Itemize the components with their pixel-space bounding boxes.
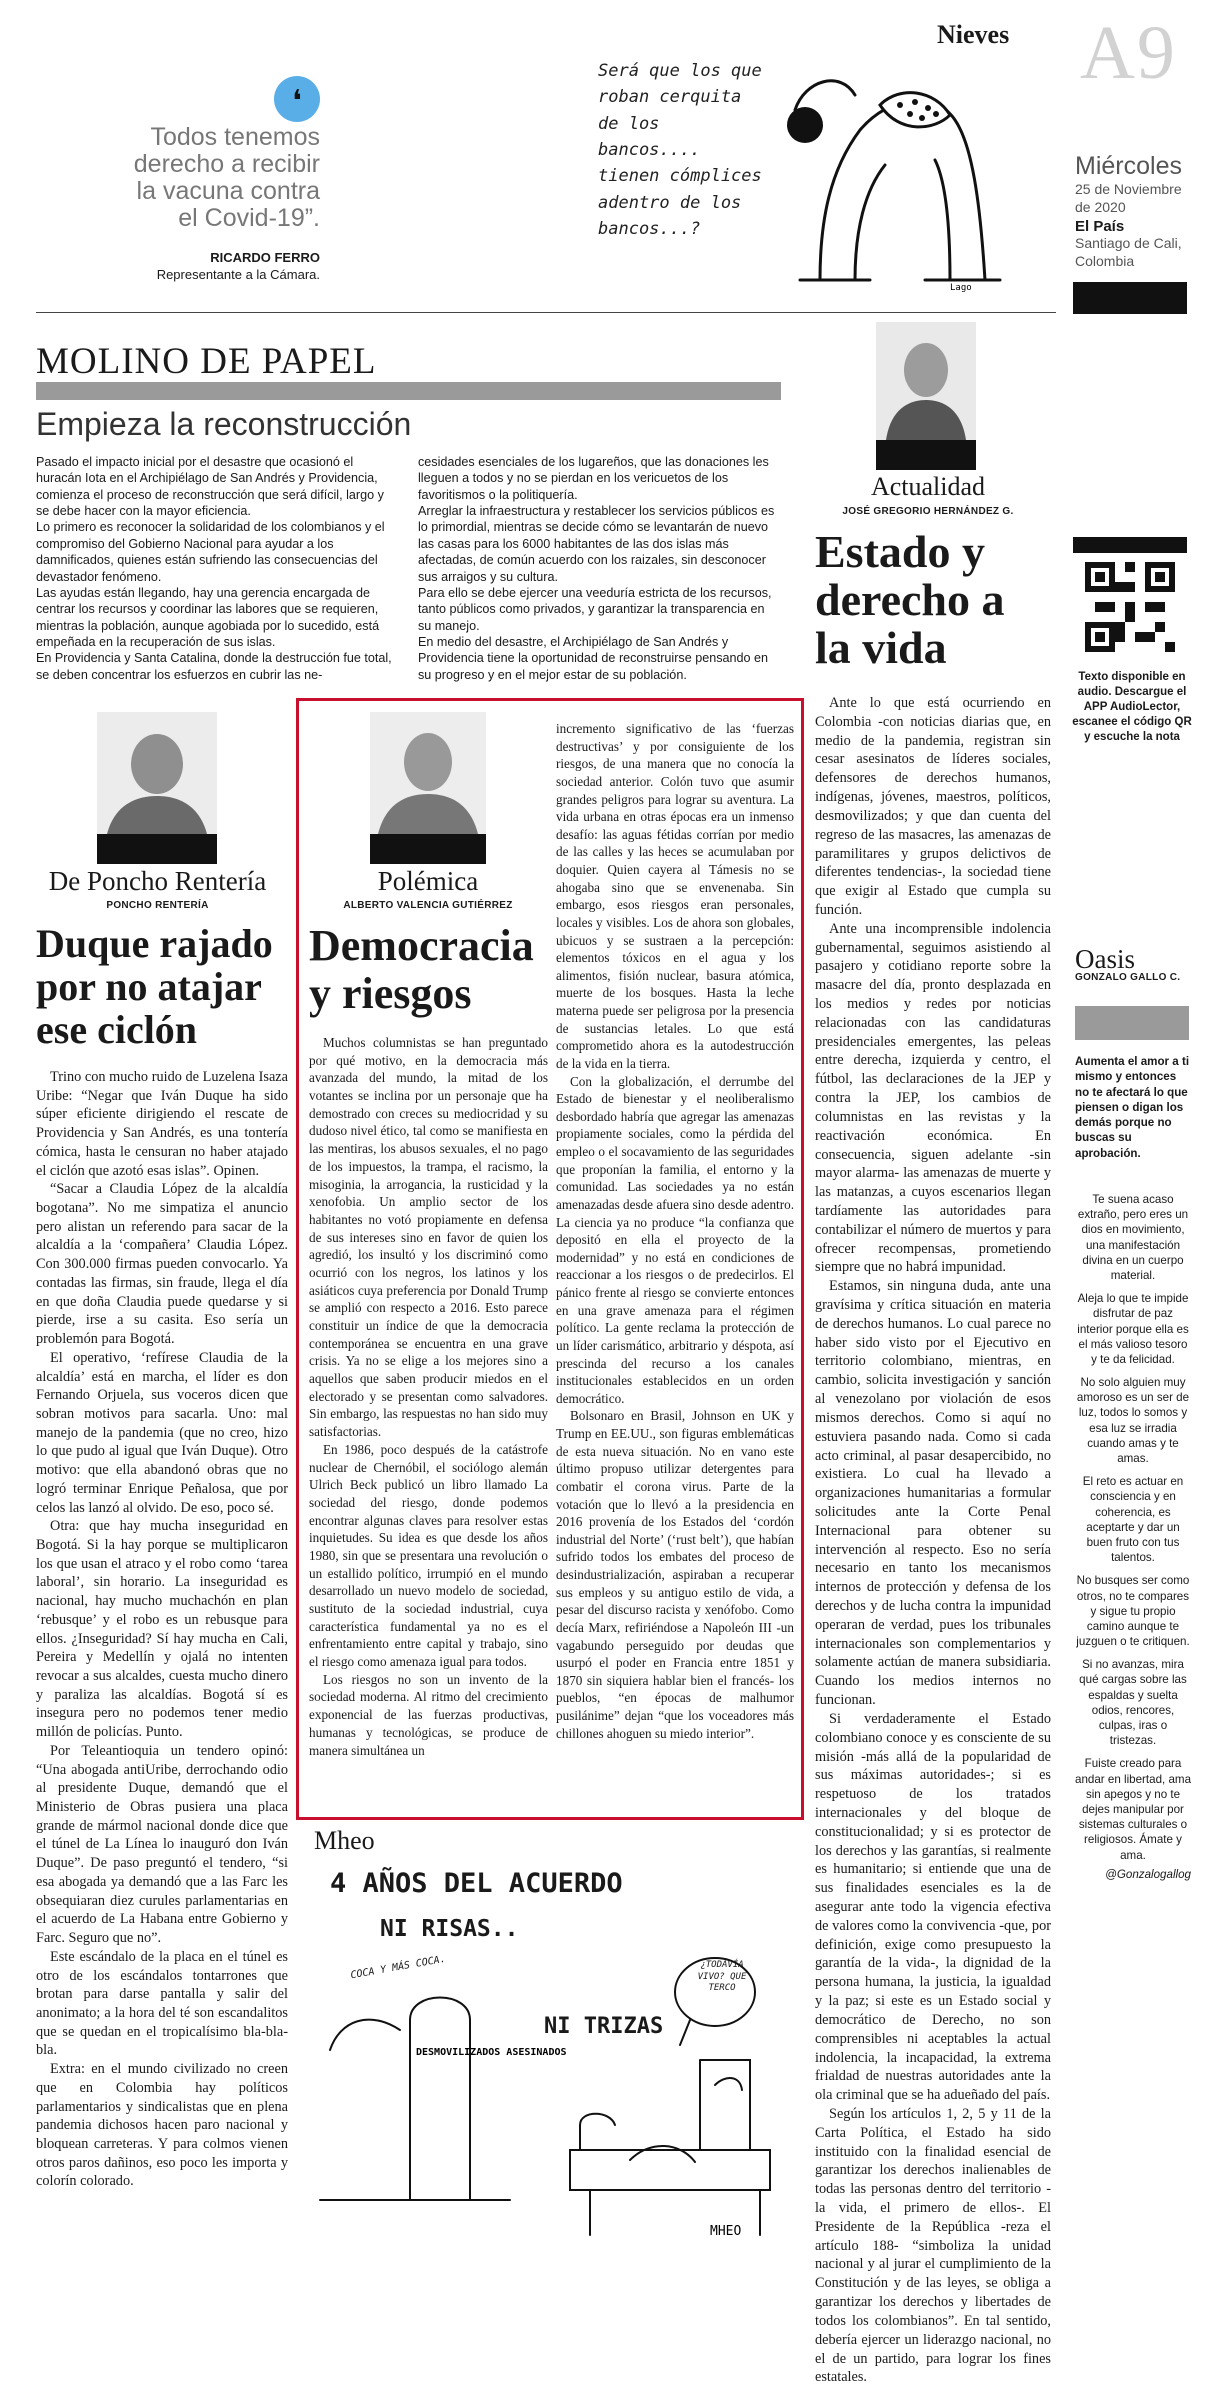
mheo-grave-text (416, 2047, 567, 2058)
poncho-paragraph: Este escándalo de la placa en el túnel es otro de los escándalos tontarrones que brotan para darse pantalla y salir del anonimato; a la hora del té son escandalitos que se quedan en el tropicalísimo bla-bla-bla. (36, 1948, 288, 2059)
header-rule (36, 312, 1056, 313)
date: 25 de Noviembre de 2020 (1075, 181, 1182, 215)
quote-mark-icon: ❛ (292, 85, 302, 118)
oasis-paragraph: El reto es actuar en consciencia y en coherencia, es aceptarte y dar un buen fruto con tus talentos. (1082, 1475, 1184, 1565)
poncho-paragraph: Trino con mucho ruido de Luzelena Isaza Uribe: “Negar que Iván Duque ha sido súper eficiente dirigiendo el rescate de Providencia y San Andrés, es una tontería cómica, hasta le censuran no haber atajado el ciclón que azotó esas islas”. Opinen. (36, 1069, 288, 1179)
molino-title: MOLINO DE PAPEL (36, 341, 377, 382)
poncho-paragraph: Extra: en el mundo civilizado no creen que en Colombia hay políticos parlamentarios y sindicalistas que en plena pandemia dichosos hacen paro nacional y bloquean carreteras. Y para colmos vienen otros paros dañinos, eso poco les importa y colorín colorado. (36, 2061, 288, 2190)
polemica-paragraph: En 1986, poco después de la catástrofe nuclear de Chernóbil, el sociólogo alemán Ulrich Beck publicó un libro llamado La sociedad del riesgo, donde podemos encontrar algunas claves para resolver estas inquietudes. Su idea es que desde los años 1980, sin que se presentara una revolución o un estallido político, irrumpió en el mundo desarrollado un nuevo modelo de sociedad, sustituto de la sociedad industrial, cuya característica fundamental ya no es el enfrentamiento entre capital y trabajo, sino el riesgo como amenaza igual para todos. (309, 1441, 548, 1670)
molino-paragraph: Arreglar la infraestructura y restablecer los servicios públicos es lo primordial, mientras se decide cómo se levantarán de nuevo las casas para los 6000 habitantes de las dos islas más afectadas, de común acuerdo con los raizales, sin desconocer sus arraigos y su cultura. (418, 504, 775, 584)
quote-author: RICARDO FERRO (210, 250, 320, 265)
actualidad-paragraph: Si verdaderamente el Estado colombiano conoce y es consciente de su misión -más allá de la popularidad de sus máximas autoridades-; si es respetuoso de los tratados internacionales y del bloque de constitucionalidad; y si es protector de los derechos y las garantías, si realmente es humanitario; si entiende que una de sus finalidades esenciales es la de asegurar ante todo la vigencia efectiva de valores como la convivencia -que, por definición, exige como presupuesto la garantía de la vida-, la dignidad de la persona humana, la justicia, la igualdad y la paz; si este es un Estado social y democrático de Derecho, no son comprensibles ni aceptables la actual indolencia, la incapacidad, la extrema frialdad de nuestras autoridades ante la ola criminal que se ha adueñado del país. (815, 1710, 1051, 2104)
page-number: A9 (1080, 11, 1177, 95)
oasis-lead: Aumenta el amor a ti mismo y entonces no te afectará lo que piensen o digan los demás porque no buscas su aprobación. (1075, 1055, 1190, 1160)
author-photo-renteria (97, 712, 217, 864)
audio-note: Texto disponible en audio. Descargue el APP AudioLector, escanee el código QR y escuche la nota (1072, 671, 1192, 743)
grave-inscription: DESMOVILIZADOS ASESINADOS (416, 2047, 567, 2058)
polemica-paragraph: Con la globalización, el derrumbe del Estado de bienestar y el neoliberalismo desbordado habría que agregar las amenazas propiamente sociales, como la pérdida del empleo o el socavamiento de las seguridades que proponían la familia, el entorno y la comunidad. Las sociedades ya no están amenazadas desde afuera sino desde adentro. La ciencia ya no produce “la confianza que depositó en ella el proyecto de la modernidad” y no está en condiciones de reaccionar a los riesgos o de predecirlos. El pánico frente al riesgo se convierte entonces en una grave amenaza para el régimen político. La gente reclama la protección de un líder carismático, arbitrario y déspota, así prescinda del recurso a los canales institucionales establecidos en un orden democrático. (556, 1073, 794, 1406)
mheo-coca-text: COCA Y MÁS COCA. (349, 1953, 447, 1982)
polemica-paragraph: Bolsonaro en Brasil, Johnson en UK y Trump en EE.UU., son figuras emblemáticas de esta nueva situación. No en vano este último propuso utilizar detergentes para combatir el corona virus. Parte de la votación que lo llevó a la presidencia en 2016 provenía de los Estados del ‘cordón industrial del Norte’ (‘rust belt’), que habían sufrido todos los embates del proceso de desindustrialización, aspiraban a recuperar sus empleos y su antiguo estilo de vida, a pesar del discurso racista y xenófobo. Como decía Marx, refiriéndose a Napoleón III -un vagabundo perseguido por deudas que usurpó el poder en Francia entre 1851 y 1870 sin siquiera hablar bien el francés- los pueblos, “en épocas de malhumor pusilánime” dejan “que los voceadores más chillones ahoguen su miedo interior”. (556, 1408, 794, 1741)
polemica-section: Polémica (377, 866, 479, 896)
actualidad-author: JOSÉ GREGORIO HERNÁNDEZ G. (842, 506, 1014, 517)
polemica-paragraph: Muchos columnistas se han preguntado por qué motivo, en la democracia más avanzada del mundo, la mitad de los votantes se inclina por un personaje que ha demostrado con creces su mediocridad y su dudoso nivel ético, tal como se manifiesta en las mentiras, los abusos sexuales, el no pago de los impuestos, la trampa, el racismo, la misoginia, la arrogancia, la rusticidad y la xenofobia. Un amplio sector de los habitantes no votó propiamente en defensa de sus intereses sino en favor de quien los agredió, los insultó y los discriminó como ocurrió con los negros, los latinos y los asiáticos cuya preferencia por Donald Trump se amplió con respecto a 2016. Esto parece constituir un índice de que la democracia contemporánea se encuentra en una grave crisis. Ya no se elige a los mejores sino a aquellos que saben producir miedos en el electorado y se presentan como salvadores. Sin embargo, las respuestas no han sido muy satisfactorias. (309, 1035, 548, 1440)
poncho-paragraph: El operativo, ‘refírese Claudia de la alcaldía’ está en marcha, el líder es don Fernando Orjuela, sus voceros dicen que sobran motivos para sacarla. Uno: mal manejo de la pandemia (que no creo, hizo lo que pudo al igual que Iván Duque). Otro motivo: que ella abandonó obras que no logró terminar Enrique Peñalosa, que por celos las lanzó al olvido. De eso, poco sé. (36, 1349, 288, 1516)
mheo-trizas: NI TRIZAS (544, 2014, 664, 2039)
molino-paragraph: Lo primero es reconocer la solidaridad de los colombianos y el compromiso del Gobierno Nacional para ayudar a los damnificados, quienes están sufriendo las consecuencias del devastador fenómeno. (36, 520, 385, 584)
mheo-bubble-text: ¿TODAVÍA VIVO? QUE TERCO (697, 1960, 747, 1994)
weekday: Miércoles (1075, 152, 1182, 180)
polemica-col-2 (556, 720, 794, 1742)
poncho-paragraph: Otra: que hay mucha inseguridad en Bogotá. Si la hay porque se multiplicaron los que usan el atraco y el robo como ‘tarea laboral’, sin horario. La inseguridad es nacional, hay mucho muchachón en plan ‘rebusque’ y el robo es un rebusque para ellos. ¿Inseguridad? Sí hay mucha en Cali, Pereira y Medellín y ojalá no intenten revocar a sus alcaldes, cuesta mucho dinero y paraliza las alcaldías. Bogotá sí es insegura pero no podemos tener medio millón de policías. Punto. (36, 1518, 288, 1741)
poncho-headline: Duque rajado por no atajar ese ciclón (36, 921, 273, 1053)
qr-code-icon[interactable] (1085, 562, 1175, 652)
oasis-paragraph: Fuiste creado para andar en libertad, ama sin apegos y no te dejes manipular por sistemas culturales o religiosos. Ámate y ama. (1075, 1757, 1192, 1862)
actualidad-column (815, 694, 1051, 2387)
author-photo-hernandez (876, 322, 976, 470)
top-cartoon-drawing (760, 50, 1020, 300)
oasis-handle[interactable]: @Gonzalogallog (1105, 1867, 1191, 1881)
cartoon-caption: Será que los que roban cerquita de los bancos.... tienen cómplices adentro de los bancos...? (598, 61, 762, 240)
molino-paragraph: Para ello se debe ejercer una veeduría estricta de los recursos, tanto públicos como privados, y garantizar la transparencia en su manejo. (418, 585, 772, 633)
city: Santiago de Cali, Colombia (1075, 235, 1182, 269)
mheo-signature: MHEO (710, 2224, 742, 2239)
oasis-body (1075, 1192, 1191, 1882)
polemica-author: ALBERTO VALENCIA GUTIÉRREZ (343, 900, 513, 911)
poncho-section: De Poncho Rentería (48, 866, 267, 896)
molino-col-2 (418, 454, 780, 683)
section-name: Nieves (937, 20, 1010, 49)
actualidad-section: Actualidad (870, 472, 986, 501)
polemica-paragraph: Los riesgos no son un invento de la sociedad moderna. Al ritmo del crecimiento exponencial de las fuerzas productivas, humanas y tecnológicas, se produce de manera simultánea un (309, 1671, 548, 1758)
actualidad-paragraph: Estamos, sin ninguna duda, ante una gravísima y crítica situación en materia de derechos humanos. Lo cual parece no haber sido visto por el Ejecutivo en territorio colombiano, mientras, en cambio, solicita investigación y sanción al venezolano por violación de esos mismos derechos. Como si aquí no estuviera pasando nada. Como si cada acto criminal, al pasar desapercibido, no existiera. Lo cual ha llevado a organizaciones humanitarias a formular solicitudes ante la Corte Penal Internacional para obtener su intervención al respecto. Eso no sería necesario en tanto los mecanismos internos de protección y defensa de los derechos y de lucha contra la impunidad operaran de verdad, pues los tribunales internacionales son complementarios y solamente actúan de manera subsidiaria. Cuando los medios internos no funcionan. (815, 1278, 1051, 1709)
polemica-headline: Democracia y riesgos (309, 921, 534, 1018)
molino-paragraph: En medio del desastre, el Archipiélago de San Andrés y Providencia tiene la oportunidad de reconstruirse pensando en su progreso y en el mejor estar de su población. (418, 634, 769, 682)
header-black-bar (1073, 282, 1187, 314)
actualidad-paragraph: Ante una incomprensible indolencia gubernamental, seguimos asistiendo al pasajero y cotidiano reporte sobre la masacre del día, pronto desplazada en los medios y redes por noticias relacionadas con las candidaturas presidenciales emergentes, las peleas entre derecha, izquierda y centro, el fútbol, las declaraciones de la JEP y contra la JEP, los cambios de columnistas en las revistas y la reactivación económica. En consecuencia, siguen adelante -sin mayor alarma- las amenazas de muerte y las matanzas, a cuyos escenarios llegan tardíamente las autoridades para contabilizar el número de muertos y para ofrecer recompensas, prometiendo siempre que no habrá impunidad. (815, 920, 1051, 1276)
molino-paragraph: Pasado el impacto inicial por el desastre que ocasionó el huracán Iota en el Archipiélago de San Andrés y Providencia, comienza el proceso de reconstrucción que será difícil, largo y se debe hacer con la mayor eficiencia. (36, 455, 384, 519)
molino-paragraph: Las ayudas están llegando, hay una gerencia encargada de centrar los recursos y coordinar las labores que se requieren, mientras la población, aunque agobiada por lo sucedido, está empeñada en la recuperación de sus islas. (36, 585, 380, 649)
poncho-column (36, 1068, 288, 2191)
mheo-label: Mheo (314, 1826, 375, 1855)
oasis-paragraph: Te suena acaso extraño, pero eres un dios en movimiento, una manifestación divina en un cuerpo material. (1077, 1193, 1189, 1282)
molino-paragraph: cesidades esenciales de los lugareños, que las donaciones les lleguen a todos y no se pierdan en los vericuetos de los favoritismos o la politiquería. (418, 455, 769, 502)
quote-mark-badge (274, 76, 320, 122)
oasis-section: Oasis (1075, 944, 1135, 974)
actualidad-headline: Estado y derecho a la vida (815, 526, 1005, 673)
date-block (1075, 152, 1224, 270)
oasis-paragraph: No busques ser como otros, no te compares y sigue tu propio camino aunque te juzguen o te critiquen. (1076, 1574, 1190, 1649)
mheo-title: 4 AÑOS DEL ACUERDO (330, 1868, 623, 1899)
poncho-author: PONCHO RENTERÍA (106, 900, 209, 911)
oasis-gray-bar (1075, 1006, 1189, 1040)
mheo-subtitle: NI RISAS.. (380, 1916, 519, 1942)
quote-role: Representante a la Cámara. (156, 267, 320, 282)
oasis-author: GONZALO GALLO C. (1075, 972, 1181, 983)
sidebar-black-bar (1073, 537, 1187, 553)
molino-gray-bar (36, 382, 781, 400)
polemica-col-1 (309, 1034, 548, 1759)
author-photo-valencia (370, 712, 486, 864)
poncho-paragraph: “Sacar a Claudia López de la alcaldía bogotana”. No me simpatiza el anuncio pero alistan un referendo para sacar de la alcaldía a la ‘compañera’ Claudia López. Con 300.000 firmas pueden convocarlo. Ya contadas las firmas, sin fraude, llega el día en que doña Claudia puede quedarse y si pierde, irse a su casita. Eso sería un problemón para Bogotá. (36, 1181, 288, 1348)
actualidad-paragraph: Ante lo que está ocurriendo en Colombia -con noticias diarias que, en medio de la pandemia, registran sin cesar asesinatos de líderes sociales, defensores de derechos humanos, indígenas, jóvenes, maestros, políticos, desmovilizados; y que dan cuenta del regreso de las masacres, las amenazas de paramilitares y grupos delictivos de diferentes tendencias-, la sociedad tiene que exigir al Estado que cumpla su función. (815, 695, 1051, 918)
polemica-paragraph: incremento significativo de las ‘fuerzas destructivas’ y por consiguiente de los riesgos, de una manera que no conocía la sociedad anterior. Colón tuvo que asumir grandes peligros para lograr su aventura. La vida urbana en otras épocas era un inmenso desafío: las aguas fétidas corrían por medio de las calles y las heces se acumulaban por doquier. Quien cayera al Támesis no se ahogaba sino que se envenenaba. Sin embargo, esos riesgos eran personales, locales y visibles. Los de ahora son globales, ubicuos y se sustraen a la percepción: elementos tóxicos en el agua y los alimentos, fisión nuclear, basura atómica, muerte de los bosques. Hasta la leche materna puede ser peligrosa por la presencia de sustancias letales. Lo que está comprometido ahora es la autodestrucción de la vida en la tierra. (556, 721, 794, 1071)
oasis-paragraph: Aleja lo que te impide disfrutar de paz interior porque ella es el más valioso tesoro y te da felicidad. (1077, 1292, 1189, 1366)
molino-paragraph: En Providencia y Santa Catalina, donde la destrucción fue total, se deben concentrar los esfuerzos en cubrir las ne- (36, 651, 392, 682)
molino-col-1 (36, 454, 394, 683)
cartoon-signature: Lago (950, 283, 972, 293)
molino-subtitle: Empieza la reconstrucción (36, 406, 412, 442)
poncho-paragraph: Por Teleantioquia un tendero opinó: “Una abogada antiUribe, derrochando odio al presidente Duque, demandó que el Ministerio de Obras pusiera una placa grande de mármol nacional donde dice que el túnel de La Línea lo inauguró don Iván Duque”. De paso preguntó el tendero, “si esa abogada ya demandó que a las Farc les obsequiaran diez curules parlamentarias en el acuerdo de La Habana entre Gobierno y Farc. Seguro que no”. (36, 1742, 288, 1947)
oasis-paragraph: No solo alguien muy amoroso es un ser de luz, todos lo somos y esa luz se irradia cuando amas y te amas. (1076, 1376, 1190, 1465)
actualidad-paragraph: Según los artículos 1, 2, 5 y 11 de la Carta Política, el Estado ha sido instituido con la finalidad esencial de garantizar los derechos inalienables de todas las personas dentro del territorio -la vida, el primero de ellos-. El Presidente de la República -reza el artículo 188- “simboliza la unidad nacional y al jurar el cumplimiento de la Constitución y de las leyes, se obliga a garantizar los derechos y libertades de todos los colombianos”. En tal sentido, debería ejercer un liderazgo nacional, no el de un partido, para lograr los fines estatales. (815, 2105, 1051, 2386)
oasis-paragraph: Si no avanzas, mira qué cargas sobre las espaldas y suelta odios, rencores, culpas, iras o tristezas. (1079, 1658, 1187, 1748)
mheo-cartoon-drawing (310, 1950, 800, 2250)
quote-text: Todos tenemos derecho a recibir la vacuna contra el Covid-19”. (133, 123, 320, 232)
paper-name: El País (1075, 218, 1125, 235)
